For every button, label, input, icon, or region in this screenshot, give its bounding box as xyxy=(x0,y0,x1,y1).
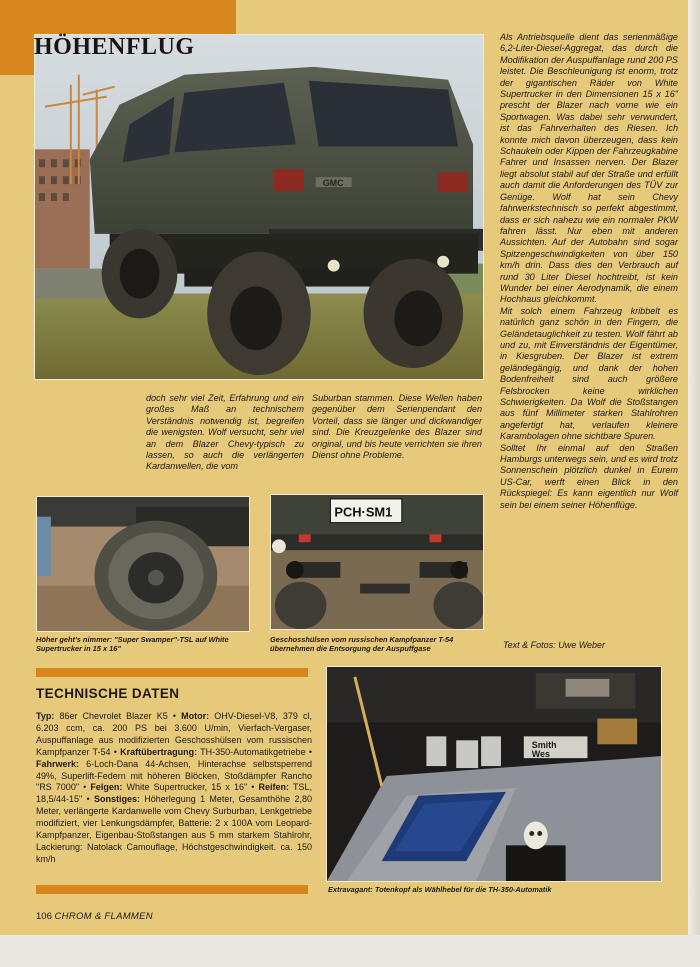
page-footer xyxy=(36,911,153,922)
interior-caption: Extravagant: Totenkopf als Wählhebel für die TH-350-Automatik xyxy=(328,885,552,894)
tech-top-bar xyxy=(36,668,308,677)
spec-value-typ: 86er Chevrolet Blazer K5 • xyxy=(54,711,182,721)
spec-value-kraft: TH-350-Automatikgetriebe • xyxy=(197,746,312,757)
page-edge-right xyxy=(688,0,700,967)
right-paragraph-1: Als Antriebsquelle dient das serienmäßige 6,2-Liter-Diesel-Aggregat, das durch die Modifikation der Auspuffanlage rund 200 PS leistet. Die Beschleunigung ist enorm, trotz der gigantischen Räder von White Supertrucker in den Dimensionen 15 x 16" prescht der Blazer nach vorne wie ein Sportwagen. Was dabei sehr verwundert, ist das Fahrverhalten des Riesen. Ich konnte mich davon überzeugen, dass kein Schaukeln oder Kippen der Fahrzeugkabine Fahrer und Insassen nerven. Der Blazer liegt absolut stabil auf der Straße und erfüllt auch damit die Anforderungen des TÜV zur Genüge. Wolf hat sein Chevy fahrwerkstechnisch so perfekt abgestimmt, dass er sich nahezu wie ein normaler PKW fahren lässt. Nur eben mit anderen Aussichten. Auf der Autobahn sind sogar Spitzengeschwindigkeiten von über 150 km/h drin. Dass dies den Verbrauch auf rund 30 Liter Diesel hochtreibt, ist kein Wunder bei einer Aerodynamik, die einem Hochhaus gleichkommt. xyxy=(500,32,678,305)
interior-photo xyxy=(326,666,662,882)
intro-paragraph: doch sehr viel Zeit, Erfahrung und ein großes Maß an technischem Verständnis notwendig ist, begreifen die wenigsten. Wolf versucht, sehr viel an dem Blazer Chevy-typisch zu lassen, so auch die verlängerten Kardanwellen, die vom xyxy=(146,393,304,472)
right-paragraph-3: Solltet Ihr einmal auf den Straßen Hamburgs unterwegs sein, und es wird trotz Sonnenschein plötzlich dunkel in Eurem US-Car, werft einen Blick in den Rückspiegel: Es kann eigentlich nur Wolf sein bei einem seiner Höhenflüge. xyxy=(500,442,678,510)
exhaust-photo xyxy=(270,494,484,630)
brand-sticker-line-1: Smith xyxy=(531,740,557,751)
publication-name: CHROM & FLAMMEN xyxy=(54,911,153,922)
spec-label-sonstiges: Sonstiges: xyxy=(93,794,140,805)
photo-credit: Text & Fotos: Uwe Weber xyxy=(503,640,606,650)
exhaust-caption: Geschosshülsen vom russischen Kampfpanzer T-54 übernehmen die Entsorgung der Auspuffgase xyxy=(270,635,454,654)
spec-value-sonstiges: Höherlegung 1 Meter, Gesamthöhe 2,80 Meter, verlängerte Kardanwelle vom Chevy Surburban, Lenkgetriebe modifiziert, vier Lenkungsdämpfer, Batterie: 2 x 100A vom Leopard-Kampfpanzer, Eigenbau-Stoßstangen aus 5 mm starkem Stahlrohr, Lackierung: Natolack Camouflage, Höchstgeschwindigkeit. ca. 150 km/h xyxy=(36,794,312,864)
tech-specs xyxy=(36,711,312,866)
brand-sticker-line-2: Wes xyxy=(531,749,550,760)
spec-value-fahrwerk: 6-Loch-Dana 44-Achsen, Hinterachse selbstsperrend 49%, Superlift-Federn mit höheren Blöcken, Stoßdämpfer Rancho "RS 7000" • xyxy=(36,758,312,793)
gmc-badge: GMC xyxy=(322,178,344,189)
spec-value-reifen: TSL, 18,5/44-15" • xyxy=(36,782,312,805)
middle-paragraph: Suburban stammen. Diese Wellen haben gegenüber dem Serienpendant den Vorteil, dass sie länger und dickwandiger sind. Die Kreuzgelenke des Blazer sind original, und bis heute verrichten sie ihren Dienst ohne Probleme. xyxy=(312,393,482,461)
article-title: HÖHENFLUG xyxy=(34,34,195,60)
page-edge-bottom xyxy=(0,935,700,967)
tire-caption: Höher geht's nimmer: "Super Swamper"-TSL auf White Supertrucker in 15 x 16" xyxy=(36,635,229,654)
spec-label-fahrwerk: Fahrwerk: xyxy=(36,758,80,769)
spec-label-reifen: Reifen: xyxy=(258,782,290,793)
main-photo-illustration xyxy=(35,35,483,379)
spec-value-motor: OHV-Diesel-V8, 379 cl, 6.203 ccm, ca. 200 PS bei 3.600 U/min, Vierfach-Vergaser, Auspuffanlage aus modifizierten Geschosshülsen vom russischen Kampfpanzer T-54 • xyxy=(36,711,312,757)
license-plate-rear: PCH·SM1 xyxy=(334,504,393,520)
spec-label-motor: Motor: xyxy=(181,711,210,721)
tire-photo xyxy=(36,496,250,632)
main-photo-lifted-blazer xyxy=(34,34,484,380)
tech-bottom-bar xyxy=(36,885,308,894)
interior-photo-illustration xyxy=(327,667,661,881)
tire-photo-illustration xyxy=(37,497,249,631)
right-column xyxy=(500,32,678,511)
tech-heading: TECHNISCHE DATEN xyxy=(36,686,180,701)
page-number: 106 xyxy=(36,911,52,922)
spec-label-typ: Typ: xyxy=(36,711,55,721)
spec-label-felgen: Felgen: xyxy=(90,782,123,793)
spec-value-felgen: White Supertrucker, 15 x 16" • xyxy=(122,782,259,793)
middle-column xyxy=(312,393,482,461)
intro-column xyxy=(146,393,304,473)
exhaust-photo-illustration xyxy=(271,495,483,629)
spec-label-kraft: Kraftübertragung: xyxy=(120,746,198,757)
right-paragraph-2: Mit solch einem Fahrzeug kribbelt es natürlich ganz schön in den Fingern, die Geländetauglichkeit zu testen. Wolf fährt ab und zu, mit Einverständnis der Eigentümer, in Kiesgruben. Der Blazer ist extrem geländegängig, und dank der hohen Bodenfreiheit sind auch größere Felsbrocken keine wirklichen Schwierigkeiten. Da Wolf die Stoßstangen aus fünf Millimeter starken Stahlrohren angefertigt hat, verlaufen kleinere Karambolagen ohne sichtbare Spuren. xyxy=(500,305,678,442)
